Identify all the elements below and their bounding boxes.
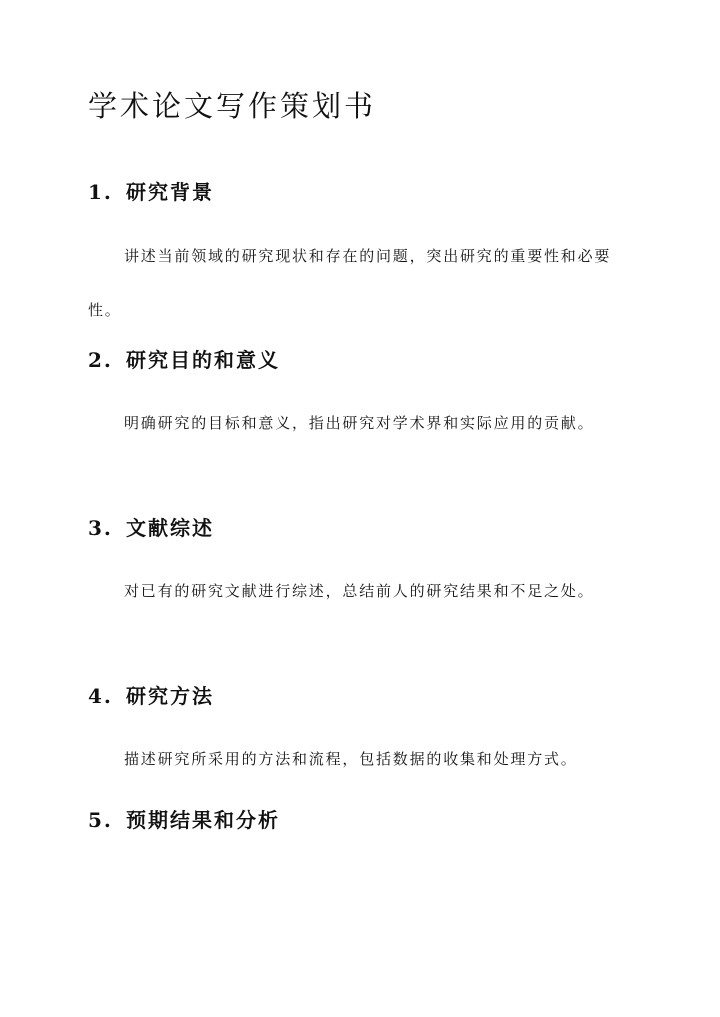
section-title: 研究目的和意义 <box>126 348 280 372</box>
section-title: 研究背景 <box>126 180 214 204</box>
section-body-purpose-significance: 明确研究的目标和意义，指出研究对学术界和实际应用的贡献。 <box>124 414 595 432</box>
section-title: 预期结果和分析 <box>126 808 280 832</box>
section-heading-research-methods <box>88 680 214 709</box>
section-number: 3. <box>88 516 113 540</box>
section-number: 5. <box>88 808 113 832</box>
section-heading-literature-review <box>88 512 214 541</box>
section-number: 4. <box>88 684 113 708</box>
section-heading-purpose-significance <box>88 344 280 373</box>
section-body-literature-review: 对已有的研究文献进行综述，总结前人的研究结果和不足之处。 <box>124 582 595 600</box>
section-body-research-methods: 描述研究所采用的方法和流程，包括数据的收集和处理方式。 <box>124 750 578 768</box>
section-title: 文献综述 <box>126 516 214 540</box>
section-body-research-background: 讲述当前领域的研究现状和存在的问题，突出研究的重要性和必要性。 <box>88 247 612 319</box>
section-heading-research-background <box>88 176 214 205</box>
section-heading-expected-results <box>88 804 280 833</box>
document-title: 学术论文写作策划书 <box>88 89 377 123</box>
section-number: 1. <box>88 180 113 204</box>
section-number: 2. <box>88 348 113 372</box>
section-title: 研究方法 <box>126 684 214 708</box>
